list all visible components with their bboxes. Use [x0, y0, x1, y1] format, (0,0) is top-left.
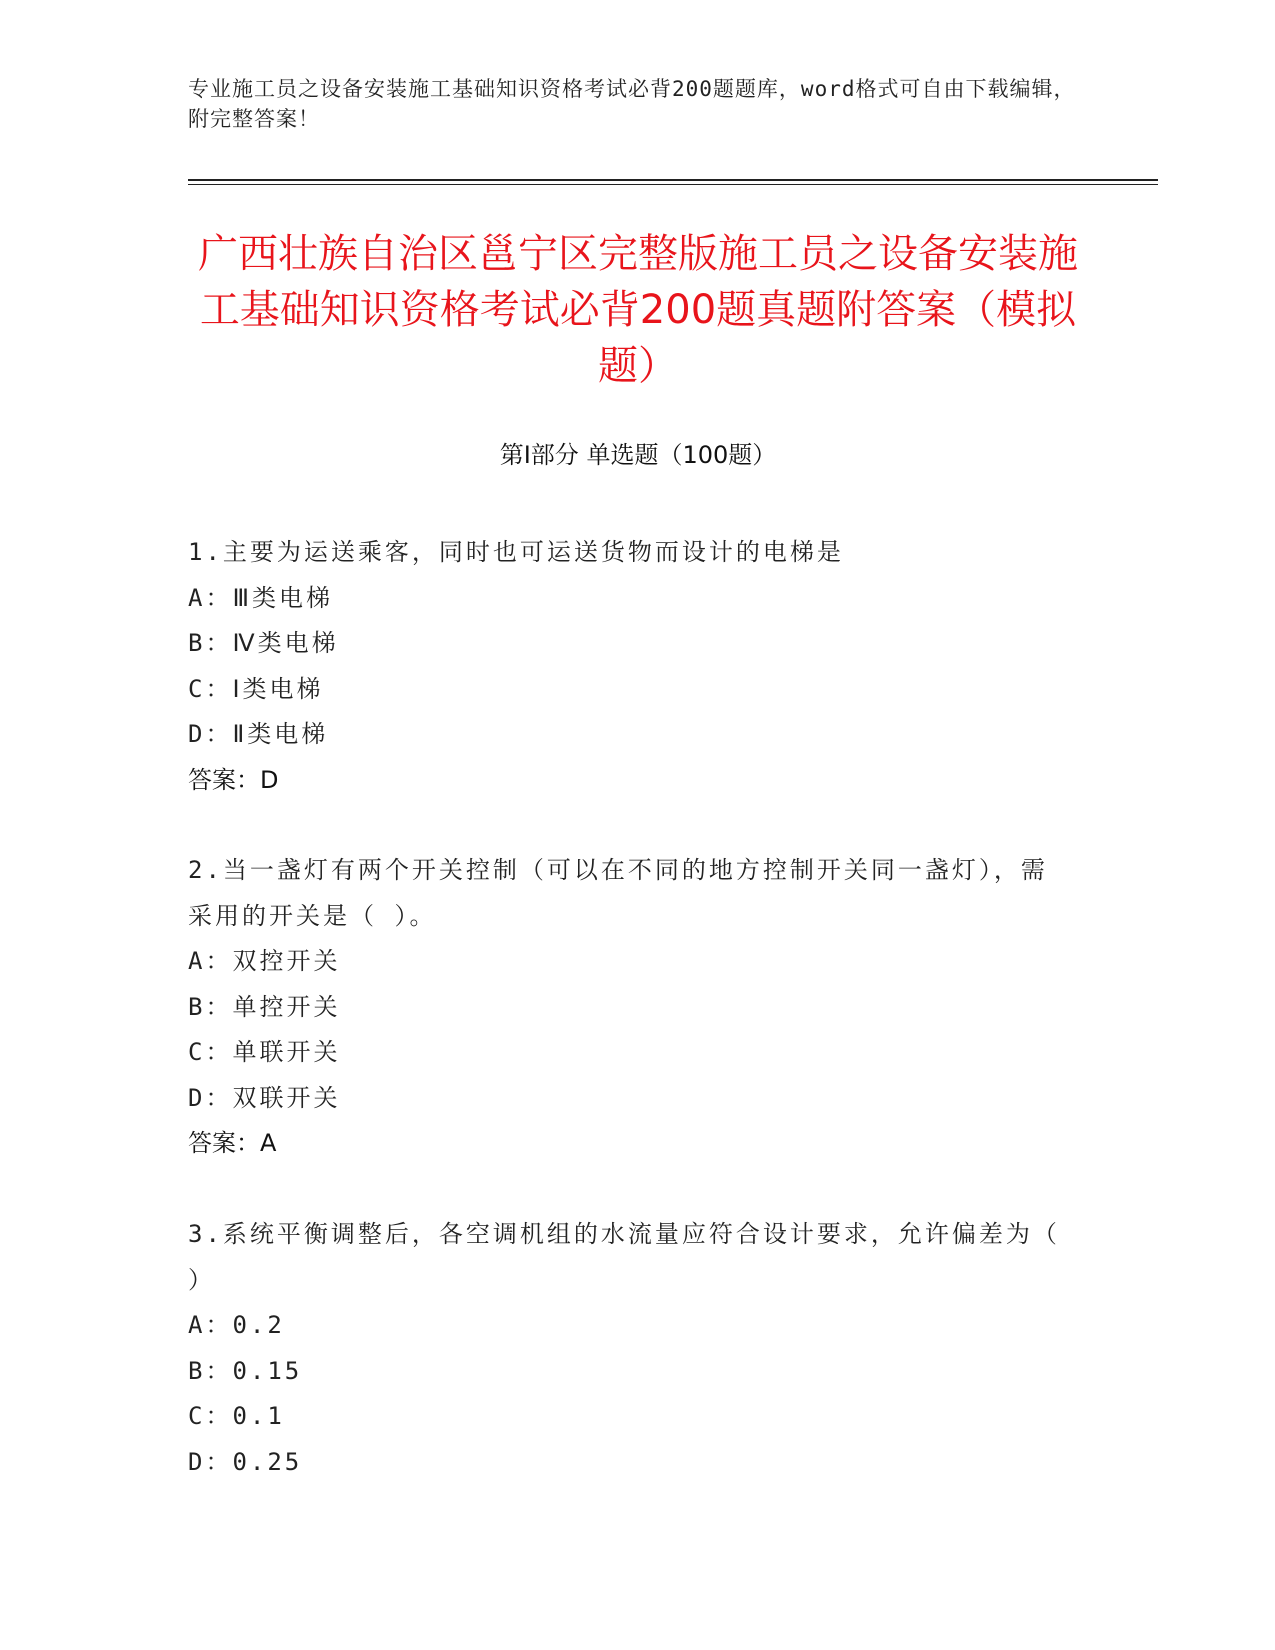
- question-2: [188, 848, 1068, 1167]
- option-a: A：0.2: [188, 1311, 285, 1339]
- question-stem: 3.系统平衡调整后，各空调机组的水流量应符合设计要求，允许偏差为（ ）: [188, 1220, 1060, 1294]
- option-c: C：单联开关: [188, 1038, 341, 1066]
- answer: 答案：A: [188, 1129, 277, 1157]
- option-b: B：0.15: [188, 1356, 303, 1385]
- option-b: B：Ⅳ类电梯: [188, 629, 339, 657]
- question-stem: 2.当一盏灯有两个开关控制（可以在不同的地方控制开关同一盏灯），需采用的开关是（ ）。: [188, 856, 1048, 930]
- option-d: D：0.25: [188, 1447, 303, 1476]
- header-note: 专业施工员之设备安装施工基础知识资格考试必背200题题库，word格式可自由下载编辑，附完整答案！: [188, 77, 1076, 131]
- header-divider-thick: [188, 179, 1158, 181]
- section-title: 第Ⅰ部分 单选题（100题）: [499, 441, 777, 469]
- option-d: D：双联开关: [188, 1083, 341, 1112]
- option-c: C：Ⅰ类电梯: [188, 674, 324, 703]
- question-1: [188, 530, 1068, 803]
- option-c: C：0.1: [188, 1402, 285, 1430]
- option-a: A：双控开关: [188, 947, 341, 975]
- header-divider-thin: [188, 184, 1158, 185]
- question-3: [188, 1212, 1068, 1485]
- document-title: 广西壮族自治区邕宁区完整版施工员之设备安装施工基础知识资格考试必背200题真题附答案（模拟题）: [198, 231, 1078, 389]
- question-stem: 1.主要为运送乘客，同时也可运送货物而设计的电梯是: [188, 538, 844, 566]
- option-a: A：Ⅲ类电梯: [188, 583, 333, 612]
- option-b: B：单控开关: [188, 992, 341, 1021]
- answer: 答案：D: [188, 765, 279, 794]
- option-d: D：Ⅱ类电梯: [188, 720, 329, 748]
